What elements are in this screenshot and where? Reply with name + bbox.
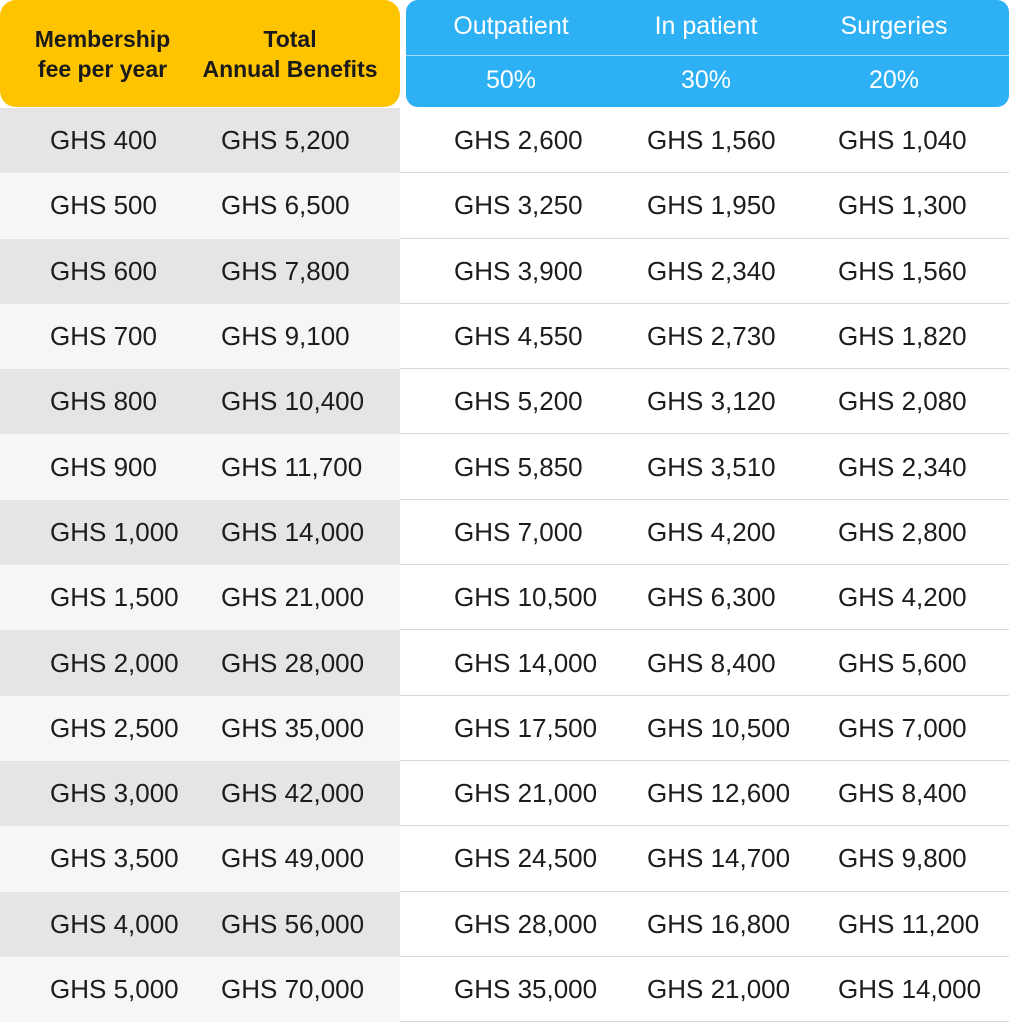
surgeries-cell: GHS 5,600 [838,647,967,678]
total-benefits-cell: GHS 42,000 [221,778,365,809]
outpatient-cell: GHS 10,500 [454,582,598,613]
outpatient-cell: GHS 5,850 [454,451,583,482]
total-benefits-cell: GHS 28,000 [221,647,365,678]
membership-fee-cell: GHS 500 [50,190,157,221]
total-benefits-cell: GHS 70,000 [221,974,365,1004]
table-row [0,957,1009,1022]
membership-fee-cell: GHS 800 [50,386,157,417]
total-benefits-cell: GHS 14,000 [221,516,365,547]
outpatient-cell: GHS 3,900 [454,255,583,286]
total-benefits-cell: GHS 56,000 [221,908,365,939]
surgeries-cell: GHS 1,820 [838,321,967,352]
total-benefits-header [190,24,390,84]
inpatient-cell: GHS 14,700 [647,843,791,874]
surgeries-cell: GHS 9,800 [838,843,967,874]
total-benefits-cell: GHS 6,500 [221,190,350,221]
membership-fee-cell: GHS 2,000 [50,647,179,678]
membership-fee-cell: GHS 700 [50,321,157,352]
inpatient-cell: GHS 3,120 [647,386,776,417]
inpatient-cell: GHS 16,800 [647,908,791,939]
inpatient-cell: GHS 4,200 [647,516,776,547]
membership-fee-cell: GHS 3,500 [50,843,179,874]
membership-fee-cell: GHS 5,000 [50,974,179,1004]
inpatient-cell: GHS 12,600 [647,778,791,809]
total-benefits-header-line1: Total [263,26,317,52]
table-row [0,304,1009,369]
surgeries-cell: GHS 8,400 [838,778,967,809]
table-row [0,761,1009,826]
membership-fee-cell: GHS 3,000 [50,778,179,809]
inpatient-cell: GHS 21,000 [647,974,791,1004]
table-row [0,565,1009,630]
surgeries-cell: GHS 4,200 [838,582,967,613]
surgeries-cell: GHS 11,200 [838,908,980,939]
benefit-split-header [406,0,1009,107]
total-benefits-cell: GHS 21,000 [221,582,365,613]
benefits-table-body [0,108,1009,1022]
inpatient-cell: GHS 2,730 [647,321,776,352]
membership-fee-cell: GHS 4,000 [50,908,179,939]
inpatient-cell: GHS 1,560 [647,125,776,156]
total-benefits-cell: GHS 49,000 [221,843,365,874]
table-row [0,173,1009,238]
table-row [0,696,1009,761]
inpatient-cell: GHS 10,500 [647,712,791,743]
table-row [0,892,1009,957]
surgeries-cell: GHS 2,340 [838,451,967,482]
outpatient-cell: GHS 4,550 [454,321,583,352]
outpatient-cell: GHS 24,500 [454,843,598,874]
table-row [0,108,1009,173]
membership-fee-cell: GHS 1,000 [50,516,179,547]
surgeries-cell: GHS 1,040 [838,125,967,156]
table-row [0,826,1009,891]
surgeries-cell: GHS 2,800 [838,516,967,547]
total-benefits-cell: GHS 5,200 [221,125,350,156]
surgeries-cell: GHS 14,000 [838,974,982,1004]
outpatient-cell: GHS 14,000 [454,647,598,678]
surgeries-cell: GHS 7,000 [838,712,967,743]
outpatient-header: Outpatient [453,12,569,40]
inpatient-cell: GHS 6,300 [647,582,776,613]
outpatient-percentage: 50% [485,66,537,94]
outpatient-cell: GHS 21,000 [454,778,598,809]
table-row [0,369,1009,434]
table-row [0,500,1009,565]
membership-fee-header-line2: fee per year [37,56,168,82]
outpatient-cell: GHS 28,000 [454,908,598,939]
membership-fee-cell: GHS 900 [50,451,157,482]
membership-header [0,0,400,107]
membership-fee-header-line1: Membership [34,26,171,52]
inpatient-percentage: 30% [680,66,732,94]
membership-fee-cell: GHS 400 [50,125,157,156]
inpatient-cell: GHS 1,950 [647,190,776,221]
membership-fee-cell: GHS 2,500 [50,712,179,743]
outpatient-cell: GHS 17,500 [454,712,598,743]
total-benefits-cell: GHS 10,400 [221,386,365,417]
membership-fee-cell: GHS 600 [50,255,157,286]
total-benefits-header-line2: Annual Benefits [202,56,378,82]
table-row [0,239,1009,304]
total-benefits-cell: GHS 9,100 [221,321,350,352]
surgeries-cell: GHS 2,080 [838,386,967,417]
inpatient-cell: GHS 3,510 [647,451,776,482]
surgeries-cell: GHS 1,560 [838,255,967,286]
membership-fee-cell: GHS 1,500 [50,582,179,613]
outpatient-cell: GHS 2,600 [454,125,583,156]
outpatient-cell: GHS 5,200 [454,386,583,417]
inpatient-cell: GHS 8,400 [647,647,776,678]
total-benefits-cell: GHS 11,700 [221,451,363,482]
surgeries-header: Surgeries [840,12,948,40]
benefit-percentage-row [406,55,1009,107]
surgeries-cell: GHS 1,300 [838,190,967,221]
inpatient-header: In patient [654,12,758,40]
total-benefits-cell: GHS 7,800 [221,255,350,286]
surgeries-percentage: 20% [868,66,920,94]
table-row [0,630,1009,695]
inpatient-cell: GHS 2,340 [647,255,776,286]
table-row [0,434,1009,499]
benefit-category-row [406,0,1009,54]
membership-fee-header [0,24,205,84]
outpatient-cell: GHS 35,000 [454,974,598,1004]
outpatient-cell: GHS 7,000 [454,516,583,547]
outpatient-cell: GHS 3,250 [454,190,583,221]
total-benefits-cell: GHS 35,000 [221,712,365,743]
